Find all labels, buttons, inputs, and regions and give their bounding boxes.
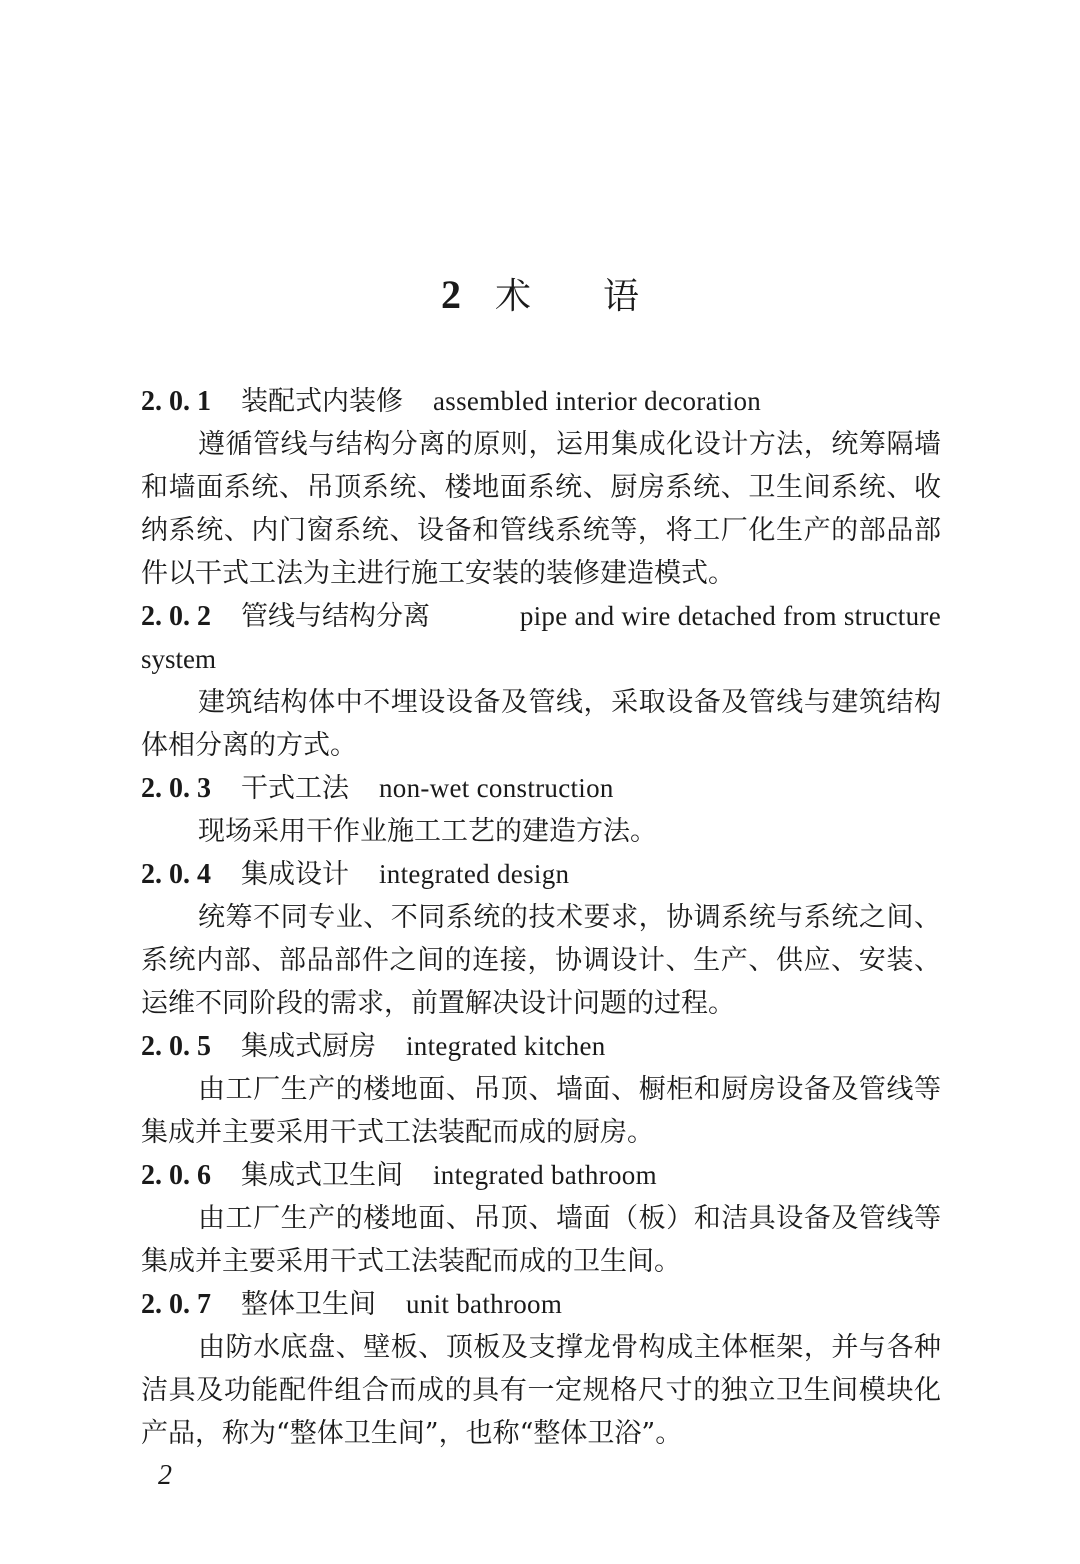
term-definition: 建筑结构体中不埋设设备及管线，采取设备及管线与建筑结构体相分离的方式。: [141, 687, 941, 761]
term-chinese: 管线与结构分离: [241, 601, 430, 632]
term-definition: 由工厂生产的楼地面、吊顶、墙面、橱柜和厨房设备及管线等集成并主要采用干式工法装配而成的厨房。: [141, 1074, 941, 1148]
term-chinese: 整体卫生间: [241, 1289, 376, 1320]
term-definition: 现场采用干作业施工工艺的建造方法。: [198, 816, 657, 847]
term-heading: [141, 1025, 941, 1068]
term-english: pipe and wire detached from structure: [519, 601, 941, 631]
term-heading: [141, 380, 941, 423]
term-heading: [141, 1283, 941, 1326]
term-definition: 统筹不同专业、不同系统的技术要求，协调系统与系统之间、系统内部、部品部件之间的连接，协调设计、生产、供应、安装、运维不同阶段的需求，前置解决设计问题的过程。: [141, 902, 941, 1019]
term-definition: 由工厂生产的楼地面、吊顶、墙面（板）和洁具设备及管线等集成并主要采用干式工法装配而成的卫生间。: [141, 1203, 941, 1277]
term-code: 2. 0. 1: [141, 386, 211, 417]
term-chinese: 集成式厨房: [241, 1031, 376, 1062]
term-heading: [141, 853, 941, 896]
term-english: integrated kitchen: [406, 1031, 606, 1061]
chapter-title-char-1: 术: [494, 276, 531, 317]
chapter-title-char-2: 语: [603, 276, 640, 317]
term-heading: [141, 1154, 941, 1197]
term-english: integrated design: [379, 859, 570, 889]
term-code: 2. 0. 5: [141, 1031, 211, 1062]
term-chinese: 干式工法: [241, 773, 349, 804]
term-english-continued: system: [141, 644, 217, 674]
terms-list: [141, 380, 941, 1455]
term-english: unit bathroom: [406, 1289, 563, 1319]
term-code: 2. 0. 4: [141, 859, 211, 890]
chapter-number: 2: [440, 272, 461, 317]
term-english: assembled interior decoration: [433, 386, 762, 416]
term-code: 2. 0. 3: [141, 773, 211, 804]
term-code: 2. 0. 6: [141, 1160, 211, 1191]
term-heading: [141, 595, 941, 638]
term-definition: 遵循管线与结构分离的原则，运用集成化设计方法，统筹隔墙和墙面系统、吊顶系统、楼地面系统、厨房系统、卫生间系统、收纳系统、内门窗系统、设备和管线系统等，将工厂化生产的部品部件以干式工法为主进行施工安装的装修建造模式。: [141, 429, 941, 589]
term-code: 2. 0. 7: [141, 1289, 211, 1320]
page-number: 2: [158, 1460, 172, 1491]
term-heading: [141, 767, 941, 810]
term-english: integrated bathroom: [433, 1160, 657, 1190]
term-chinese: 装配式内装修: [241, 386, 403, 417]
term-definition: 由防水底盘、壁板、顶板及支撑龙骨构成主体框架，并与各种洁具及功能配件组合而成的具有一定规格尺寸的独立卫生间模块化产品，称为“整体卫生间”，也称“整体卫浴”。: [141, 1332, 941, 1449]
term-code: 2. 0. 2: [141, 601, 211, 632]
term-chinese: 集成式卫生间: [241, 1160, 403, 1191]
term-english: non-wet construction: [379, 773, 614, 803]
chapter-title: [0, 270, 1080, 322]
term-chinese: 集成设计: [241, 859, 349, 890]
